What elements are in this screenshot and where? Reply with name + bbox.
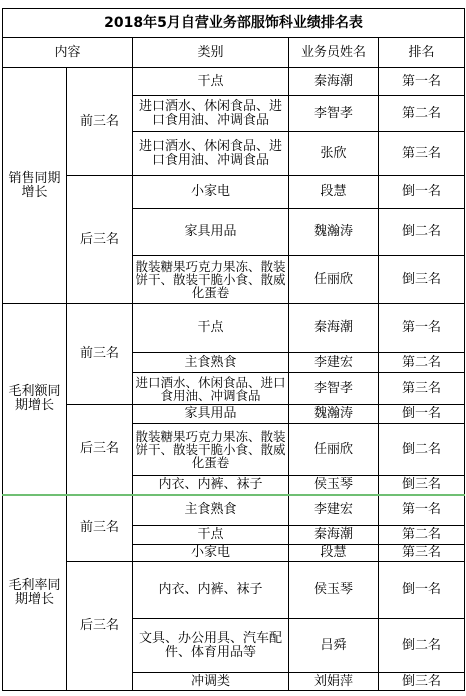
rank-cell: 第二名 — [379, 526, 465, 545]
category-cell: 干点 — [133, 304, 289, 353]
section-label: 销售同期增长 — [3, 68, 67, 304]
staff-cell: 刘娟萍 — [289, 673, 379, 691]
category-cell: 主食熟食 — [133, 353, 289, 373]
header-staff: 业务员姓名 — [289, 38, 379, 68]
category-cell: 小家电 — [133, 176, 289, 209]
rank-cell: 倒三名 — [379, 476, 465, 495]
group-label: 后三名 — [67, 562, 133, 691]
rank-cell: 第二名 — [379, 96, 465, 132]
rank-cell: 第三名 — [379, 132, 465, 176]
category-cell: 进口酒水、休闲食品、进口食用油、冲调食品 — [133, 132, 289, 176]
category-cell: 内衣、内裤、袜子 — [133, 476, 289, 495]
rank-cell: 倒三名 — [379, 256, 465, 304]
staff-cell: 李智孝 — [289, 96, 379, 132]
staff-cell: 魏瀚涛 — [289, 405, 379, 424]
group-label: 前三名 — [67, 495, 133, 562]
staff-cell: 侯玉琴 — [289, 562, 379, 619]
rank-cell: 倒二名 — [379, 619, 465, 673]
rank-cell: 第二名 — [379, 353, 465, 373]
rank-cell: 第一名 — [379, 495, 465, 526]
ranking-table — [2, 8, 465, 691]
category-cell: 散装糖果巧克力果冻、散装饼干、散装干脆小食、散威化蛋卷 — [133, 424, 289, 476]
group-label: 后三名 — [67, 405, 133, 495]
rank-cell: 倒一名 — [379, 176, 465, 209]
rank-cell: 倒二名 — [379, 424, 465, 476]
rank-cell: 倒一名 — [379, 405, 465, 424]
staff-cell: 段慧 — [289, 545, 379, 562]
staff-cell: 秦海潮 — [289, 526, 379, 545]
category-cell: 内衣、内裤、袜子 — [133, 562, 289, 619]
staff-cell: 侯玉琴 — [289, 476, 379, 495]
rank-cell: 倒二名 — [379, 209, 465, 256]
rank-cell: 倒三名 — [379, 673, 465, 691]
rank-cell: 第一名 — [379, 304, 465, 353]
staff-cell: 任丽欣 — [289, 424, 379, 476]
section-label: 毛利额同期增长 — [3, 304, 67, 495]
group-label: 前三名 — [67, 68, 133, 176]
staff-cell: 秦海潮 — [289, 68, 379, 96]
table-title: 2018年5月自营业务部服饰科业绩排名表 — [3, 9, 465, 38]
staff-cell: 魏瀚涛 — [289, 209, 379, 256]
rank-cell: 倒一名 — [379, 562, 465, 619]
staff-cell: 任丽欣 — [289, 256, 379, 304]
rank-cell: 第三名 — [379, 545, 465, 562]
category-cell: 干点 — [133, 68, 289, 96]
staff-cell: 李建宏 — [289, 495, 379, 526]
category-cell: 主食熟食 — [133, 495, 289, 526]
staff-cell: 李智孝 — [289, 373, 379, 405]
category-cell: 冲调类 — [133, 673, 289, 691]
section-label: 毛利率同期增长 — [3, 495, 67, 691]
header-rank: 排名 — [379, 38, 465, 68]
header-category: 类别 — [133, 38, 289, 68]
category-cell: 小家电 — [133, 545, 289, 562]
category-cell: 进口酒水、休闲食品、进口食用油、冲调食品 — [133, 96, 289, 132]
category-cell: 文具、办公用具、汽车配件、体育用品等 — [133, 619, 289, 673]
staff-cell: 段慧 — [289, 176, 379, 209]
category-cell: 干点 — [133, 526, 289, 545]
rank-cell: 第三名 — [379, 373, 465, 405]
staff-cell: 吕舜 — [289, 619, 379, 673]
category-cell: 家具用品 — [133, 405, 289, 424]
group-label: 前三名 — [67, 304, 133, 405]
staff-cell: 张欣 — [289, 132, 379, 176]
rank-cell: 第一名 — [379, 68, 465, 96]
group-label: 后三名 — [67, 176, 133, 304]
category-cell: 散装糖果巧克力果冻、散装饼干、散装干脆小食、散威化蛋卷 — [133, 256, 289, 304]
category-cell: 进口酒水、休闲食品、进口食用油、冲调食品 — [133, 373, 289, 405]
category-cell: 家具用品 — [133, 209, 289, 256]
staff-cell: 秦海潮 — [289, 304, 379, 353]
staff-cell: 李建宏 — [289, 353, 379, 373]
header-content: 内容 — [3, 38, 133, 68]
